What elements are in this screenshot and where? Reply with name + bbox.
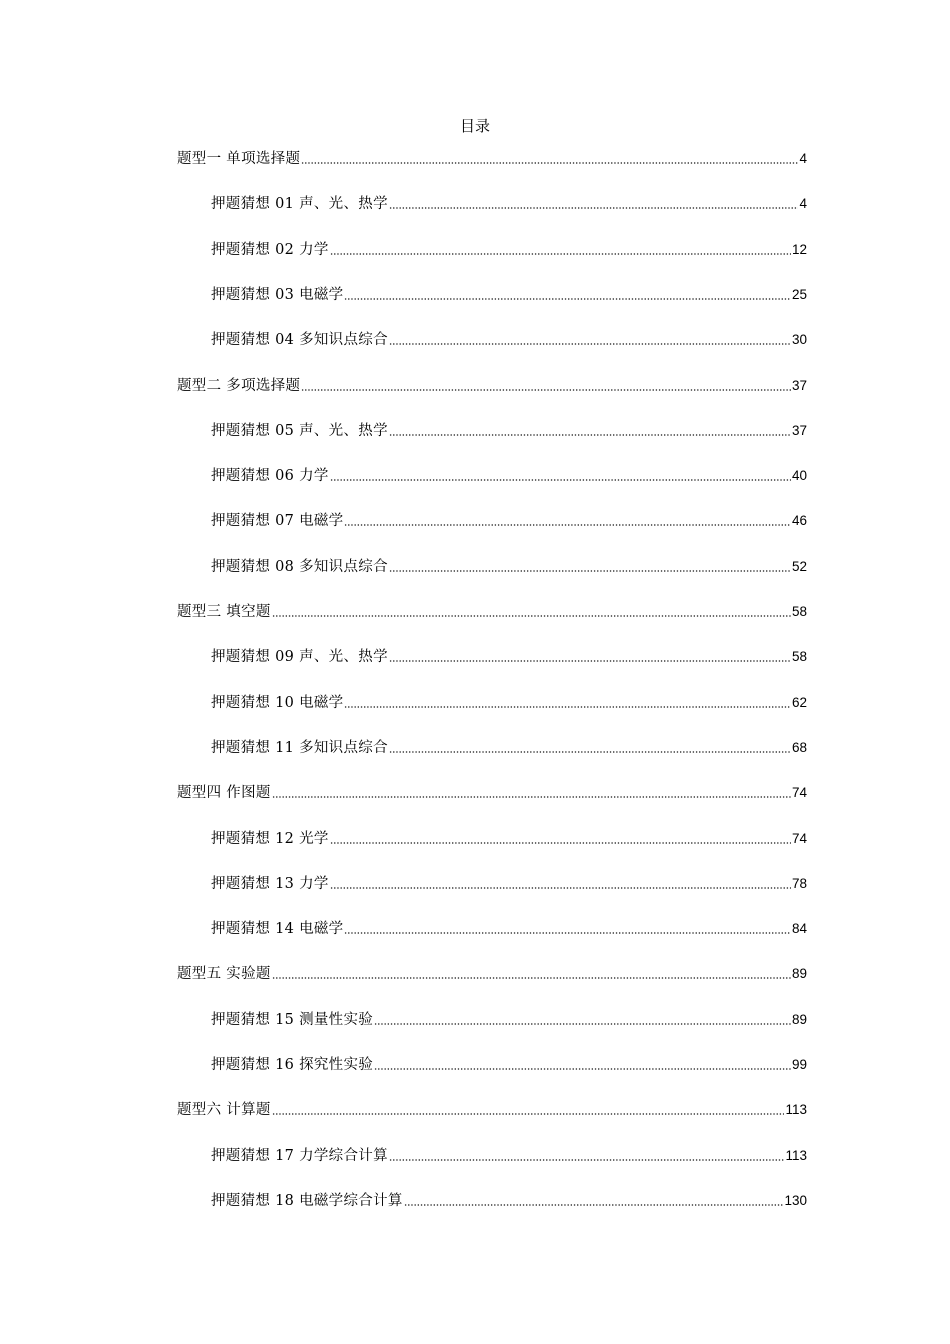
- toc-page-number: 130: [784, 1192, 807, 1208]
- toc-entry-label: 押题猜想 08 多知识点综合: [211, 558, 388, 575]
- toc-subsection-entry[interactable]: [211, 829, 807, 849]
- toc-subsection-entry[interactable]: [211, 330, 807, 350]
- toc-entry-label: 押题猜想 14 电磁学: [211, 921, 344, 938]
- toc-subsection-entry[interactable]: [211, 693, 807, 713]
- toc-entry-label: 题型四 作图题: [177, 785, 271, 802]
- toc-subsection-entry[interactable]: [211, 1146, 807, 1166]
- toc-dot-leader: [301, 162, 798, 164]
- toc-subsection-entry[interactable]: [211, 421, 807, 441]
- toc-page-number: 25: [791, 286, 807, 302]
- toc-entry-label: 押题猜想 07 电磁学: [211, 513, 344, 530]
- toc-dot-leader: [272, 796, 791, 798]
- toc-dot-leader: [389, 1159, 785, 1161]
- toc-entry-label: 押题猜想 16 探究性实验: [211, 1057, 374, 1073]
- toc-entry-label: 题型一 单项选择题: [177, 151, 301, 167]
- toc-page-number: 40: [791, 468, 807, 484]
- toc-dot-leader: [272, 615, 791, 617]
- toc-subsection-entry[interactable]: [211, 511, 807, 531]
- toc-entry-label: 押题猜想 10 电磁学: [211, 694, 344, 711]
- toc-section-entry[interactable]: [177, 149, 807, 169]
- toc-dot-leader: [330, 842, 791, 844]
- toc-dot-leader: [301, 389, 791, 391]
- toc-entry-label: 题型三 填空题: [177, 604, 271, 620]
- toc-dot-leader: [330, 479, 791, 481]
- toc-subsection-entry[interactable]: [211, 1055, 807, 1075]
- toc-dot-leader: [330, 253, 791, 255]
- toc-page-number: 84: [791, 921, 807, 937]
- toc-entry-label: 题型五 实验题: [177, 966, 271, 983]
- toc-dot-leader: [389, 660, 791, 662]
- toc-dot-leader: [272, 977, 791, 979]
- toc-page-number: 99: [791, 1057, 807, 1072]
- toc-entry-label: 押题猜想 02 力学: [211, 241, 329, 258]
- toc-page-number: 58: [791, 649, 807, 665]
- toc-dot-leader: [389, 751, 791, 753]
- toc-dot-leader: [389, 343, 791, 345]
- toc-entry-label: 押题猜想 05 声、光、热学: [211, 422, 388, 439]
- toc-entry-label: 题型六 计算题: [177, 1102, 271, 1119]
- toc-dot-leader: [344, 706, 791, 708]
- toc-subsection-entry[interactable]: [211, 557, 807, 577]
- toc-subsection-entry[interactable]: [211, 1010, 807, 1030]
- toc-page-number: 74: [791, 830, 807, 846]
- toc-page-number: 37: [791, 422, 807, 438]
- toc-dot-leader: [404, 1204, 784, 1206]
- toc-dot-leader: [374, 1068, 791, 1070]
- toc-subsection-entry[interactable]: [211, 240, 807, 260]
- page-title: 目录: [459, 117, 490, 135]
- toc-entry-label: 押题猜想 03 电磁学: [211, 286, 344, 303]
- toc-entry-label: 押题猜想 13 力学: [211, 875, 329, 892]
- toc-page-number: 62: [791, 694, 807, 710]
- toc-page-number: 4: [799, 196, 807, 212]
- toc-dot-leader: [374, 1023, 791, 1025]
- toc-page-number: 113: [785, 1147, 807, 1163]
- toc-page-number: 58: [791, 604, 807, 619]
- toc-entry-label: 押题猜想 11 多知识点综合: [211, 739, 388, 756]
- toc-page-number: 78: [791, 875, 807, 891]
- toc-entry-label: 押题猜想 15 测量性实验: [211, 1011, 374, 1028]
- toc-entry-label: 押题猜想 17 力学综合计算: [211, 1147, 388, 1164]
- toc-section-entry[interactable]: [177, 783, 807, 803]
- toc-entry-label: 押题猜想 12 光学: [211, 830, 329, 847]
- toc-dot-leader: [330, 887, 791, 889]
- toc-subsection-entry[interactable]: [211, 874, 807, 894]
- toc-entry-label: 押题猜想 06 力学: [211, 468, 329, 485]
- toc-page-number: 74: [791, 785, 807, 801]
- toc-dot-leader: [389, 434, 791, 436]
- toc-page-number: 12: [791, 241, 807, 257]
- toc-page-number: 46: [791, 513, 807, 529]
- toc-entry-label: 押题猜想 04 多知识点综合: [211, 332, 388, 349]
- toc-page-number: 89: [791, 1011, 807, 1027]
- toc-entry-label: 题型二 多项选择题: [177, 377, 301, 394]
- toc-dot-leader: [344, 932, 791, 934]
- toc-page-number: 89: [791, 966, 807, 982]
- toc-dot-leader: [272, 1113, 785, 1115]
- toc-page-number: 52: [791, 558, 807, 574]
- toc-subsection-entry[interactable]: [211, 919, 807, 939]
- toc-entry-label: 押题猜想 18 电磁学综合计算: [211, 1192, 403, 1209]
- toc-subsection-entry[interactable]: [211, 647, 807, 667]
- toc-page-number: 113: [785, 1102, 807, 1118]
- toc-section-entry[interactable]: [177, 602, 807, 622]
- toc-entry-label: 押题猜想 01 声、光、热学: [211, 196, 388, 213]
- toc-subsection-entry[interactable]: [211, 1191, 807, 1211]
- toc-page-number: 4: [799, 151, 807, 166]
- toc-section-entry[interactable]: [177, 1100, 807, 1120]
- toc-page-number: 37: [791, 377, 807, 393]
- toc-page-number: 68: [791, 739, 807, 755]
- toc-section-entry[interactable]: [177, 964, 807, 984]
- toc-subsection-entry[interactable]: [211, 194, 807, 214]
- toc-dot-leader: [389, 207, 799, 209]
- toc-dot-leader: [389, 570, 791, 572]
- toc-dot-leader: [344, 524, 791, 526]
- toc-dot-leader: [344, 298, 791, 300]
- toc-subsection-entry[interactable]: [211, 285, 807, 305]
- toc-page-number: 30: [791, 332, 807, 348]
- toc-section-entry[interactable]: [177, 376, 807, 396]
- toc-subsection-entry[interactable]: [211, 738, 807, 758]
- toc-entry-label: 押题猜想 09 声、光、热学: [211, 649, 388, 666]
- toc-subsection-entry[interactable]: [211, 466, 807, 486]
